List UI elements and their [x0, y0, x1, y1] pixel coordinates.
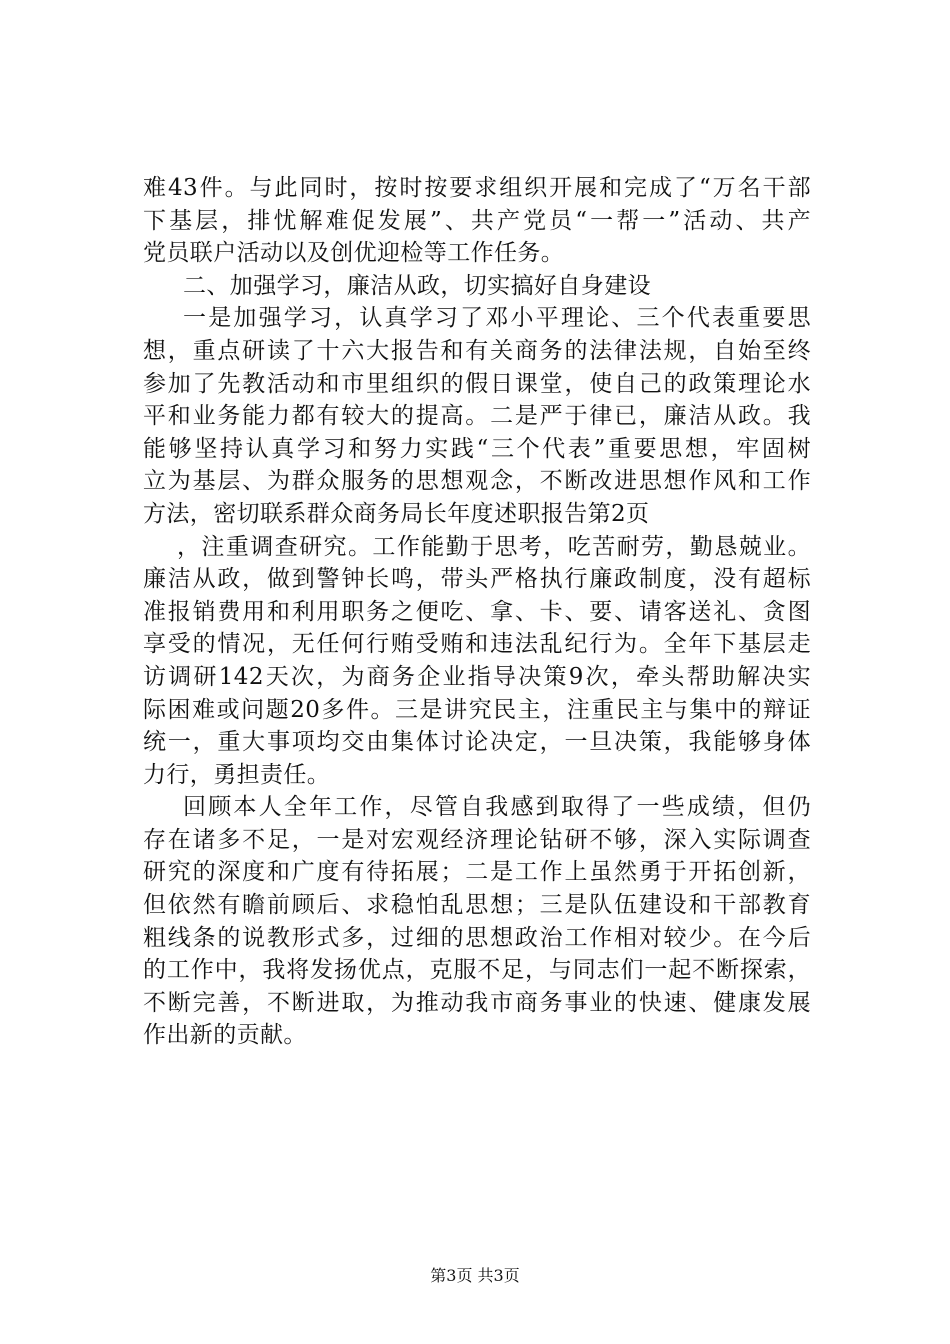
text-line: ，注重调查研究。工作能勤于思考，吃苦耐劳，勤恳兢业。	[177, 533, 811, 560]
text-line: 回顾本人全年工作，尽管自我感到取得了一些成绩，但仍	[183, 794, 811, 821]
text-line: 一是加强学习，认真学习了邓小平理论、三个代表重要思	[183, 305, 811, 332]
text-line: 但依然有瞻前顾后、求稳怕乱思想；三是队伍建设和干部教育	[143, 892, 811, 919]
page-number-label: 第3页 共3页	[430, 1266, 520, 1285]
text-line: 粗线条的说教形式多，过细的思想政治工作相对较少。在今后	[143, 924, 811, 951]
text-line: 平和业务能力都有较大的提高。二是严于律已，廉洁从政。我	[143, 403, 811, 430]
text-line: 难43件。与此同时，按时按要求组织开展和完成了“万名干部	[143, 175, 811, 201]
text-line: 下基层，排忧解难促发展”、共产党员“一帮一”活动、共产	[143, 207, 811, 234]
text-line: 能够坚持认真学习和努力实践“三个代表”重要思想，牢固树	[143, 435, 811, 462]
text-line: 方法，密切联系群众商务局长年度述职报告第2页	[143, 500, 650, 527]
text-line: 准报销费用和利用职务之便吃、拿、卡、要、请客送礼、贪图	[143, 598, 811, 625]
text-line: 统一，重大事项均交由集体讨论决定，一旦决策，我能够身体	[143, 729, 811, 756]
document-body	[143, 172, 811, 1052]
text-line: 廉洁从政，做到警钟长鸣，带头严格执行廉政制度，没有超标	[143, 566, 811, 593]
text-line: 立为基层、为群众服务的思想观念，不断改进思想作风和工作	[143, 468, 811, 495]
text-line: 参加了先教活动和市里组织的假日课堂，使自己的政策理论水	[143, 370, 811, 397]
text-line: 想，重点研读了十六大报告和有关商务的法律法规，自始至终	[143, 337, 811, 364]
text-line: 享受的情况，无任何行贿受贿和违法乱纪行为。全年下基层走	[143, 631, 811, 658]
text-line: 作出新的贡献。	[143, 1022, 307, 1049]
text-line: 访调研142天次，为商务企业指导决策9次，牵头帮助解决实	[143, 663, 811, 690]
section-heading: 二、加强学习，廉洁从政，切实搞好自身建设	[183, 272, 651, 299]
page-footer	[0, 1266, 950, 1286]
text-line: 的工作中，我将发扬优点，克服不足，与同志们一起不断探索，	[143, 957, 811, 984]
text-line: 党员联户活动以及创优迎检等工作任务。	[143, 240, 565, 267]
text-line: 力行，勇担责任。	[143, 761, 331, 788]
text-line: 不断完善，不断进取，为推动我市商务事业的快速、健康发展	[143, 989, 811, 1016]
text-line: 存在诸多不足，一是对宏观经济理论钻研不够，深入实际调查	[143, 826, 811, 853]
text-line: 际困难或问题20多件。三是讲究民主，注重民主与集中的辩证	[143, 696, 811, 723]
text-line: 研究的深度和广度有待拓展；二是工作上虽然勇于开拓创新，	[143, 859, 811, 886]
